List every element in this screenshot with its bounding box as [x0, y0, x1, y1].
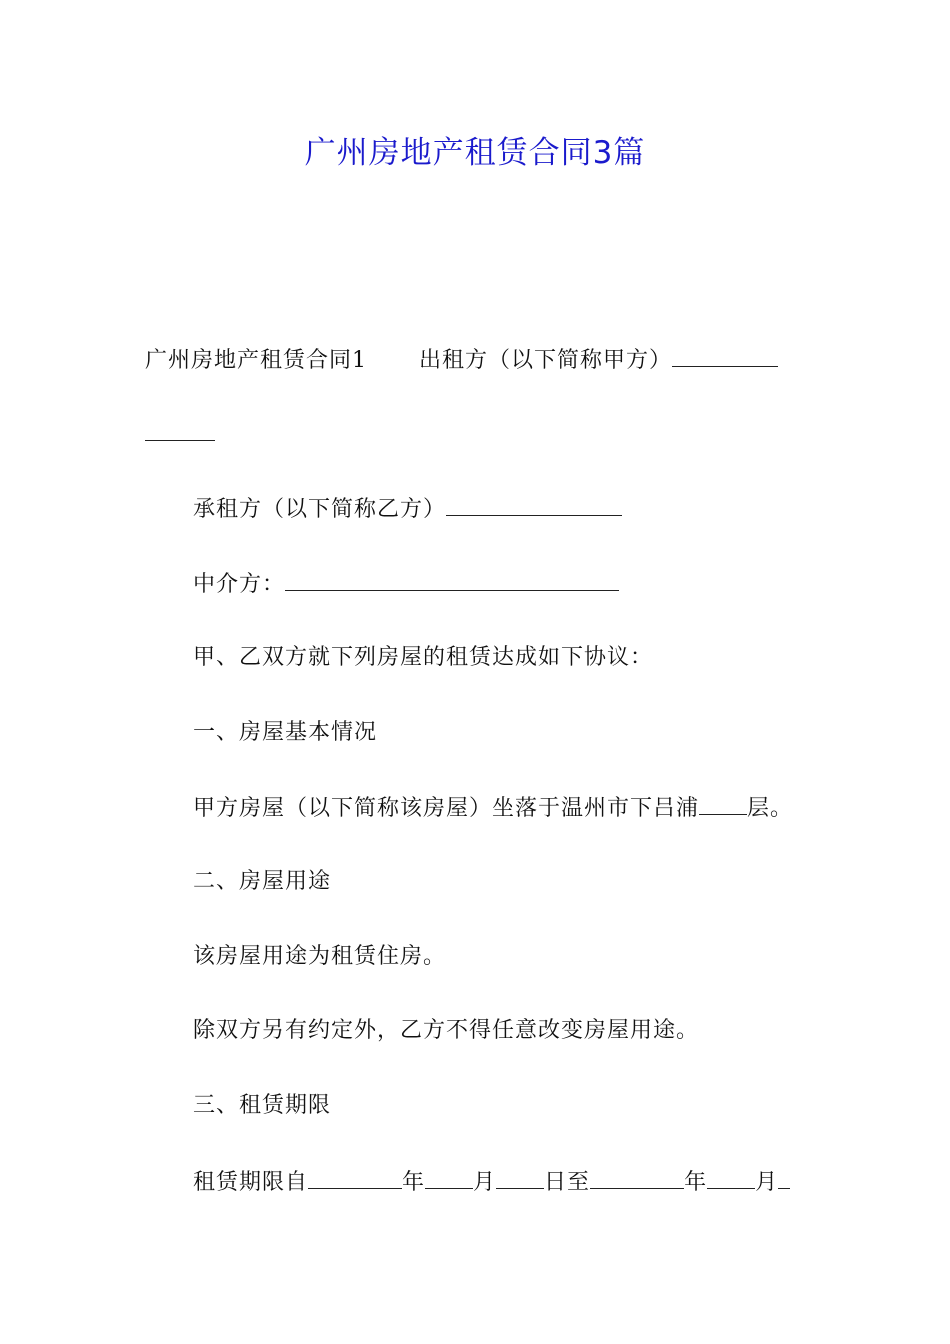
paragraph-usage: [193, 942, 446, 972]
section-1-title: 一、房屋基本情况: [193, 720, 378, 745]
month-label-1: 月: [473, 1170, 497, 1195]
lessor-blank-continued: [145, 418, 215, 450]
paragraph-agreement: [193, 643, 653, 673]
lessor-blank-line2: [145, 418, 215, 441]
start-year-blank: [308, 1166, 402, 1189]
start-day-blank: [496, 1166, 544, 1189]
section-heading-1: [193, 718, 377, 748]
usage-restriction-text: 除双方另有约定外，乙方不得任意改变房屋用途。: [193, 1018, 700, 1043]
end-year-blank: [590, 1166, 684, 1189]
floor-blank: [699, 792, 747, 815]
paragraph-usage-restriction: [193, 1016, 699, 1046]
agreement-text: 甲、乙双方就下列房屋的租赁达成如下协议：: [193, 645, 654, 670]
month-label-2: 月: [755, 1170, 779, 1195]
usage-text: 该房屋用途为租赁住房。: [193, 944, 447, 969]
document-title: 广州房地产租赁合同3篇: [304, 135, 646, 171]
term-start-label: 租赁期限自: [193, 1170, 309, 1195]
section-heading-3: [193, 1091, 331, 1121]
year-label-2: 年: [684, 1170, 708, 1195]
section-2-title: 二、房屋用途: [193, 869, 332, 894]
agent-blank: [285, 568, 619, 591]
day-to-label: 日至: [544, 1170, 591, 1195]
lessor-label: 出租方（以下简称甲方）: [419, 348, 673, 373]
lessee-blank: [446, 493, 622, 516]
end-day-blank: [778, 1166, 790, 1189]
paragraph-term: [193, 1166, 790, 1198]
agent-label: 中介方：: [193, 572, 286, 597]
paragraph-lessee: [193, 493, 622, 525]
paragraph-contract-1-lessor: [145, 344, 778, 376]
end-month-blank: [707, 1166, 755, 1189]
section-heading-2: [193, 867, 331, 897]
floor-suffix: 层。: [747, 796, 794, 821]
paragraph-location: [193, 792, 793, 824]
location-text: 甲方房屋（以下简称该房屋）坐落于温州市下吕浦: [193, 796, 700, 821]
lessor-blank: [672, 344, 778, 367]
paragraph-agent: [193, 568, 619, 600]
year-label-1: 年: [402, 1170, 426, 1195]
contract-heading: 广州房地产租赁合同1: [145, 348, 367, 373]
lessee-label: 承租方（以下简称乙方）: [193, 497, 447, 522]
section-3-title: 三、租赁期限: [193, 1093, 332, 1118]
start-month-blank: [425, 1166, 473, 1189]
